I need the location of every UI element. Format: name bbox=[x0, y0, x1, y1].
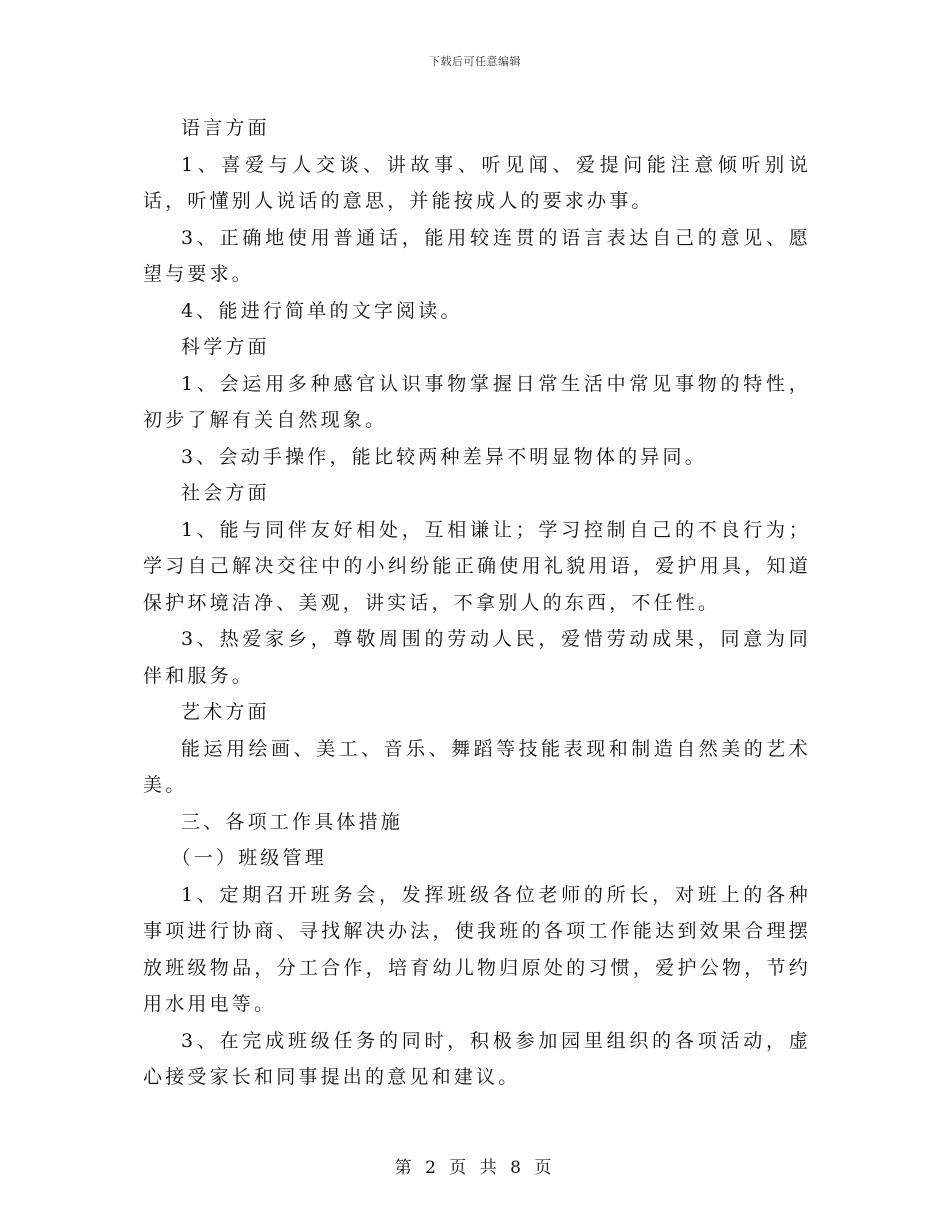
paragraph: 1、定期召开班务会，发挥班级各位老师的所长，对班上的各种事项进行协商、寻找解决办法，使我班的各项工作能达到效果合理摆放班级物品，分工合作，培育幼儿物归原处的习惯，爱护公物，节约用水用电等。 bbox=[143, 883, 811, 1015]
subsection-heading-class-management: （一）班级管理 bbox=[171, 847, 327, 869]
document-body bbox=[143, 110, 811, 1096]
section-heading-art: 艺术方面 bbox=[181, 701, 270, 723]
paragraph: 能运用绘画、美工、音乐、舞蹈等技能表现和制造自然美的艺术美。 bbox=[143, 737, 811, 796]
paragraph: 3、正确地使用普通话，能用较连贯的语言表达自己的意见、愿望与要求。 bbox=[143, 226, 811, 285]
paragraph: 3、在完成班级任务的同时，积极参加园里组织的各项活动，虚心接受家长和同事提出的意见和建议。 bbox=[143, 1029, 811, 1088]
paragraph: 1、喜爱与人交谈、讲故事、听见闻、爱提问能注意倾听别说话，听懂别人说话的意思，并能按成人的要求办事。 bbox=[143, 153, 811, 212]
paragraph: 3、热爱家乡，尊敬周围的劳动人民，爱惜劳动成果，同意为同伴和服务。 bbox=[143, 628, 811, 687]
paragraph: 3、会动手操作，能比较两种差异不明显物体的异同。 bbox=[181, 445, 707, 468]
paragraph: 4、能进行简单的文字阅读。 bbox=[181, 299, 463, 322]
page-number: 第 2 页 共 8 页 bbox=[394, 1158, 556, 1178]
page-header: 下载后可任意编辑 bbox=[429, 55, 521, 68]
section-heading-society: 社会方面 bbox=[181, 482, 270, 504]
paragraph: 1、能与同伴友好相处，互相谦让；学习控制自己的不良行为；学习自己解决交往中的小纠纷能正确使用礼貌用语，爱护用具，知道保护环境洁净、美观，讲实话，不拿别人的东西，不任性。 bbox=[143, 518, 811, 614]
section-heading-language: 语言方面 bbox=[181, 117, 270, 139]
paragraph: 1、会运用多种感官认识事物掌握日常生活中常见事物的特性，初步了解有关自然现象。 bbox=[143, 372, 811, 431]
section-heading-measures: 三、各项工作具体措施 bbox=[181, 810, 404, 833]
section-heading-science: 科学方面 bbox=[181, 336, 270, 358]
